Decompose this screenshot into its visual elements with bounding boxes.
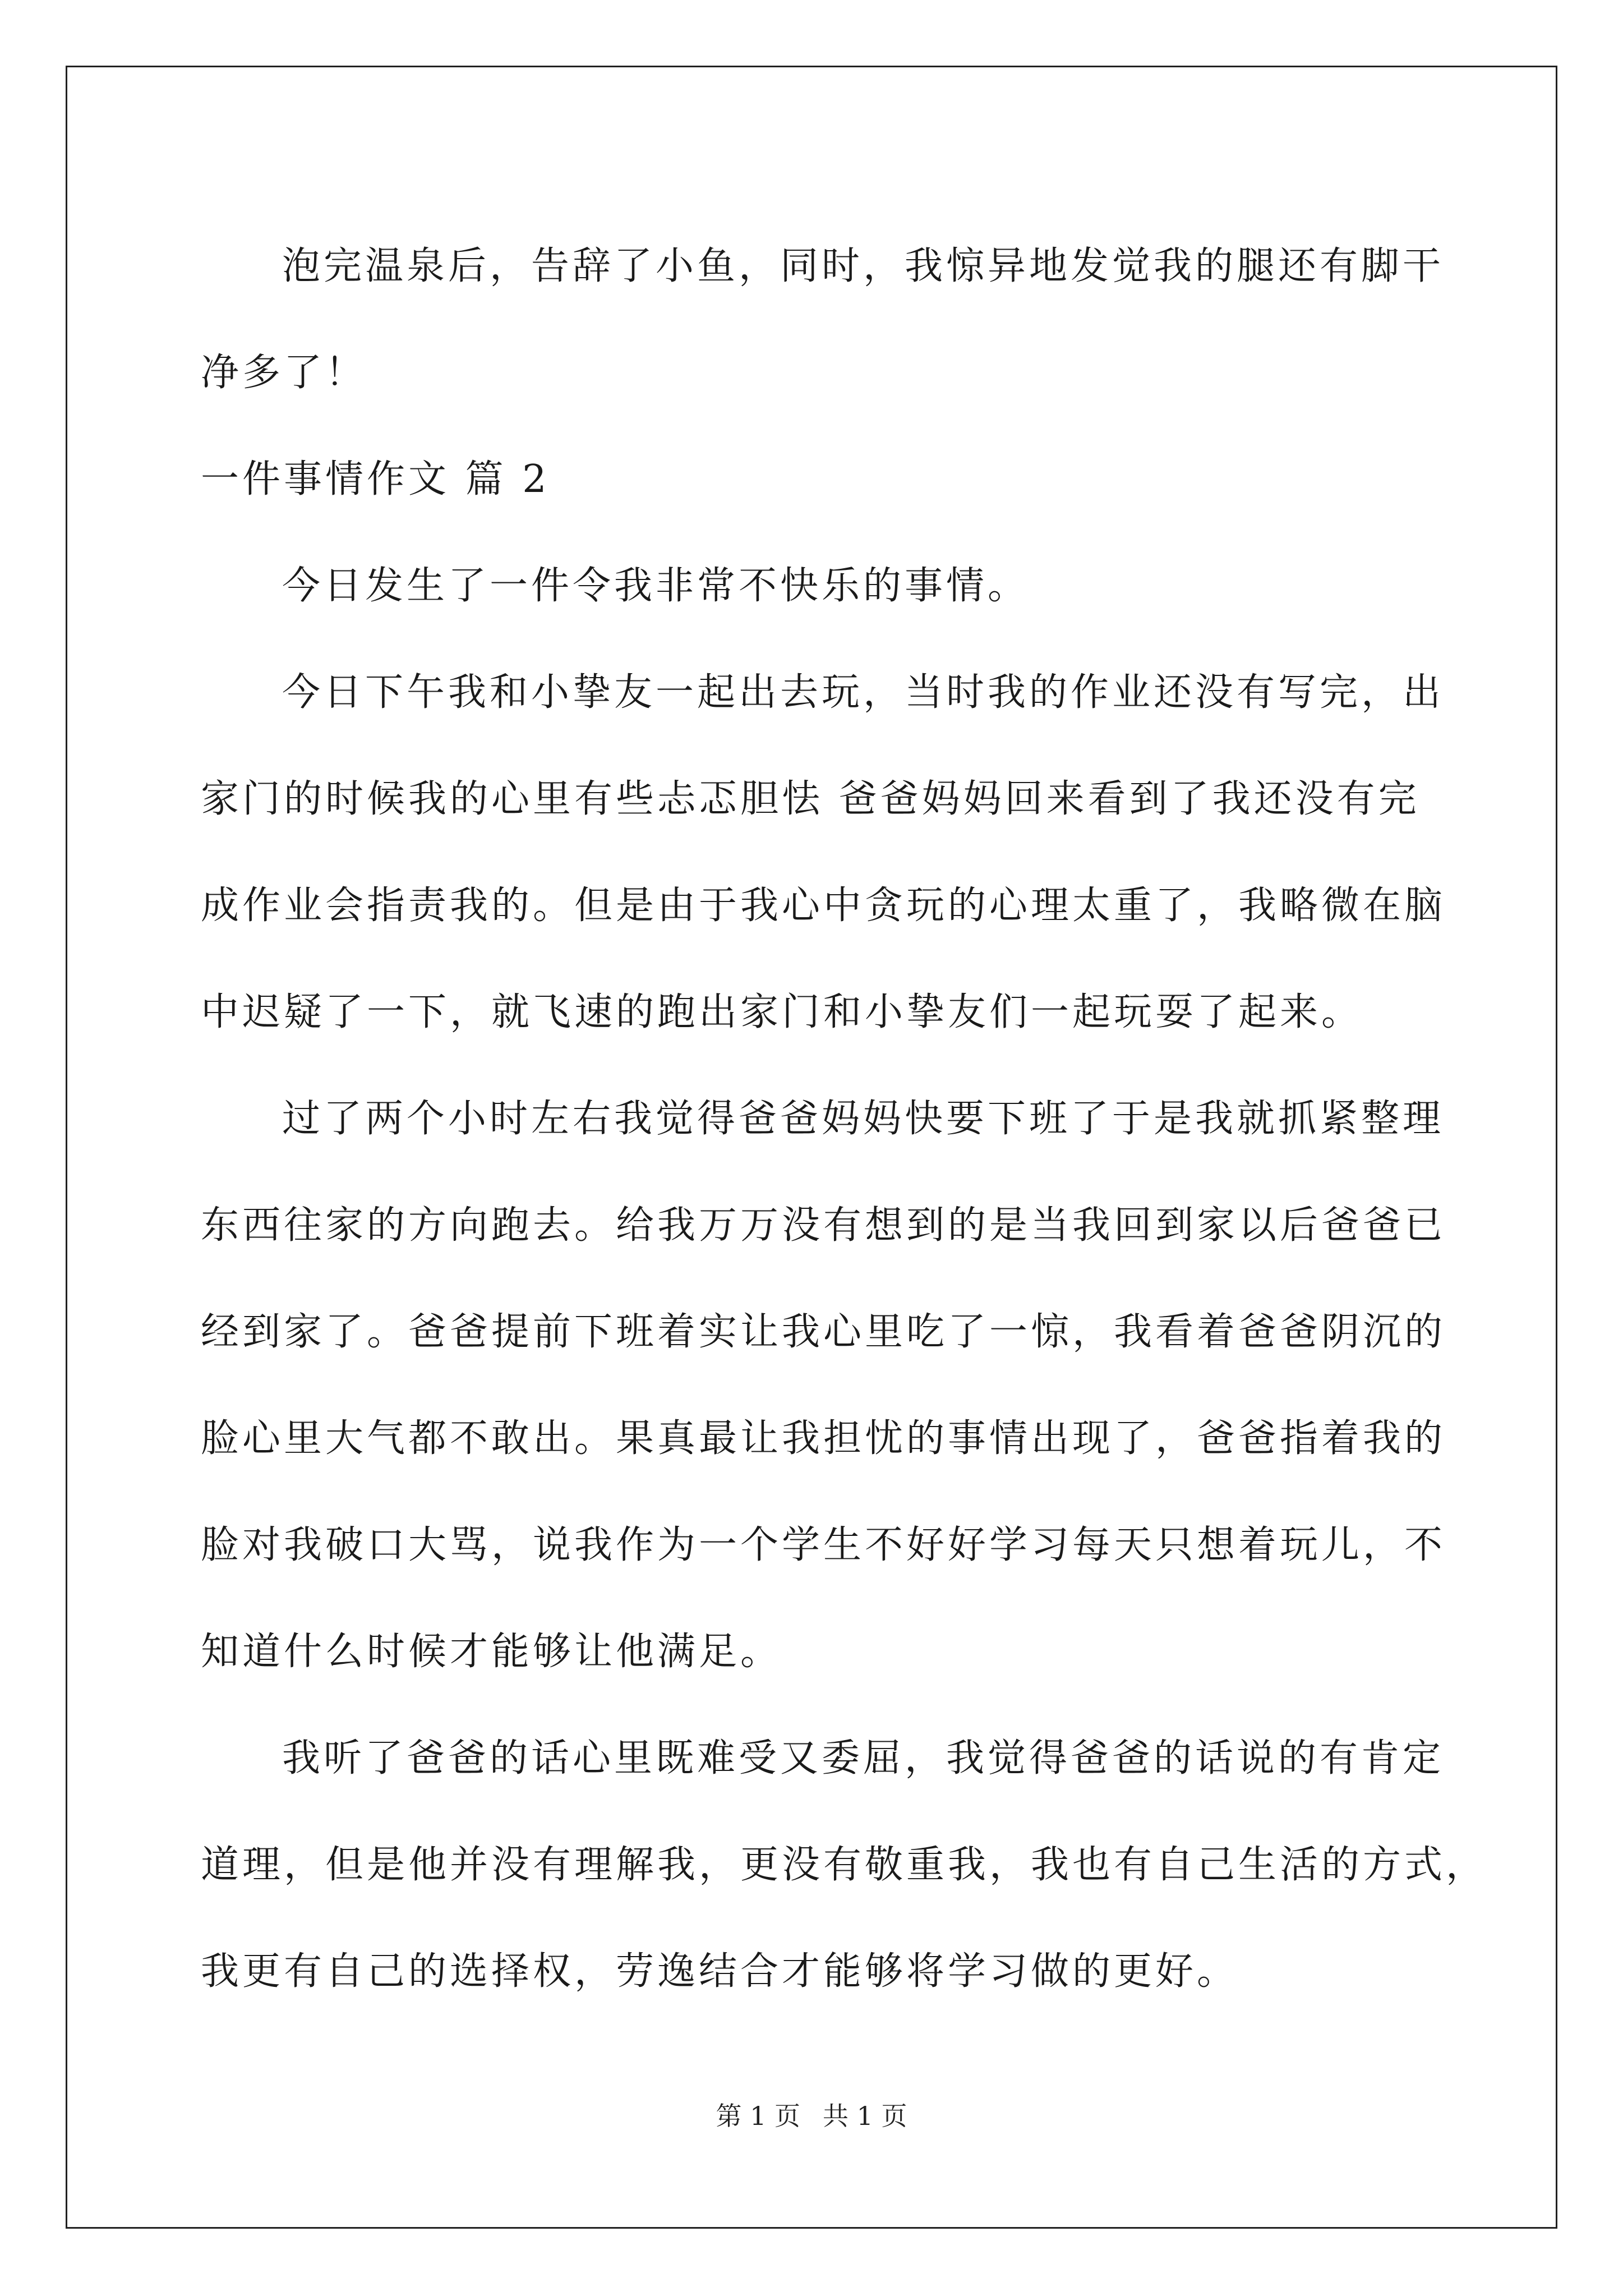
paragraph-line: 我更有自己的选择权，劳逸结合才能够将学习做的更好。 [201, 1949, 1239, 1994]
section-heading: 一件事情作文 篇 2 [201, 457, 550, 501]
paragraph-line: 东西往家的方向跑去。给我万万没有想到的是当我回到家以后爸爸已 [201, 1203, 1446, 1248]
paragraph-line: 家门的时候我的心里有些忐忑胆怯 爸爸妈妈回来看到了我还没有完 [201, 777, 1420, 821]
paragraph-line: 我听了爸爸的话心里既难受又委屈，我觉得爸爸的话说的有肯定 [282, 1736, 1445, 1780]
paragraph-line: 过了两个小时左右我觉得爸爸妈妈快要下班了于是我就抓紧整理 [282, 1097, 1445, 1141]
page-number: 第 1 页 [716, 2101, 800, 2131]
paragraph-line: 中迟疑了一下，就飞速的跑出家门和小挚友们一起玩耍了起来。 [201, 990, 1363, 1034]
paragraph-line: 经到家了。爸爸提前下班着实让我心里吃了一惊，我看着爸爸阴沉的 [201, 1310, 1446, 1354]
document-body [201, 213, 1488, 2025]
paragraph-line: 净多了！ [201, 351, 367, 395]
page-total: 共 1 页 [823, 2101, 907, 2131]
paragraph-line: 脸心里大气都不敢出。果真最让我担忧的事情出现了，爸爸指着我的 [201, 1416, 1446, 1461]
paragraph-line: 道理，但是他并没有理解我，更没有敬重我，我也有自己生活的方式， [201, 1843, 1488, 1887]
page-footer [0, 2099, 1623, 2133]
paragraph-line: 成作业会指责我的。但是由于我心中贪玩的心理太重了，我略微在脑 [201, 884, 1446, 928]
paragraph-line: 知道什么时候才能够让他满足。 [201, 1630, 782, 1674]
paragraph-line: 脸对我破口大骂，说我作为一个学生不好好学习每天只想着玩儿，不 [201, 1523, 1446, 1567]
paragraph-line: 今日发生了一件令我非常不快乐的事情。 [282, 564, 1030, 608]
paragraph-line: 今日下午我和小挚友一起出去玩，当时我的作业还没有写完，出 [282, 670, 1445, 715]
paragraph-line: 泡完温泉后，告辞了小鱼，同时，我惊异地发觉我的腿还有脚干 [282, 244, 1445, 288]
